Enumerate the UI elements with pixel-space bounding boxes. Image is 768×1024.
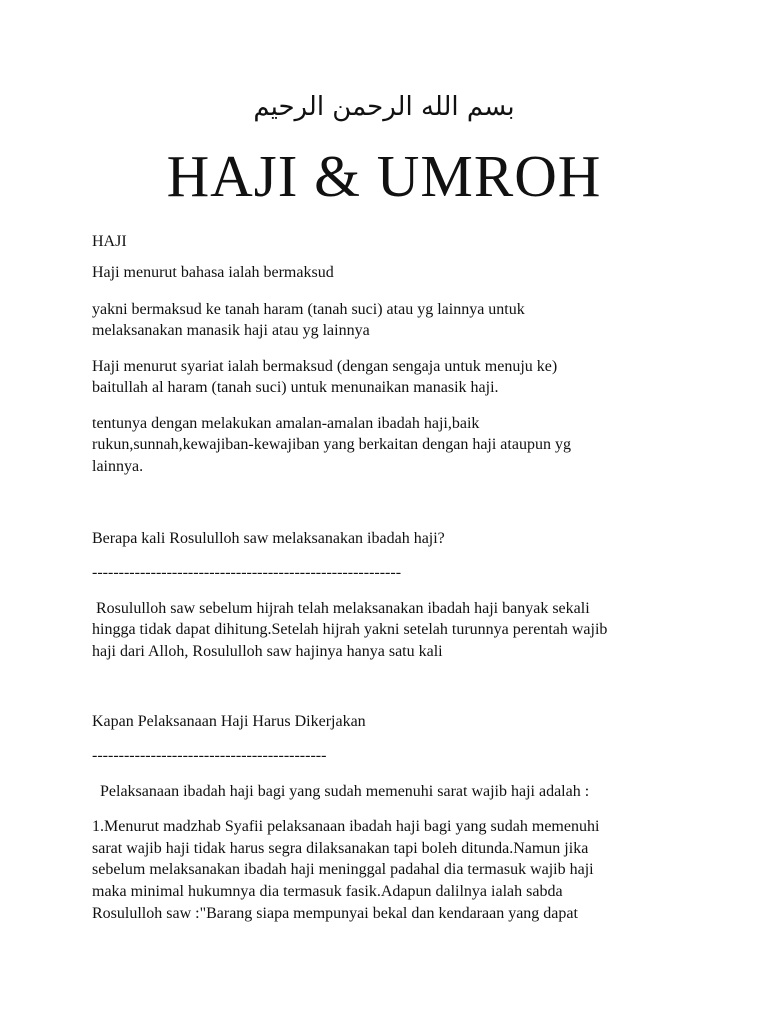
- basmala: بسم الله الرحمن الرحيم: [253, 92, 515, 122]
- dashed-separator: --------------------------------------------: [92, 747, 327, 764]
- question-heading: Berapa kali Rosululloh saw melaksanakan ibadah haji?: [92, 530, 445, 547]
- text-line: 1.Menurut madzhab Syafii pelaksanaan ibadah haji bagi yang sudah memenuhi: [92, 818, 600, 835]
- text-line: rukun,sunnah,kewajiban-kewajiban yang berkaitan dengan haji ataupun yg: [92, 436, 571, 453]
- text-line: hingga tidak dapat dihitung.Setelah hijrah yakni setelah turunnya perentah wajib: [92, 621, 608, 638]
- section-heading-haji: HAJI: [92, 233, 127, 250]
- text-line: sebelum melaksanakan ibadah haji meninggal padahal dia termasuk wajib haji: [92, 861, 594, 878]
- text-line: Haji menurut syariat ialah bermaksud (dengan sengaja untuk menuju ke): [92, 358, 558, 375]
- text-line: lainnya.: [92, 458, 144, 475]
- text-line: baitullah al haram (tanah suci) untuk menunaikan manasik haji.: [92, 379, 499, 396]
- text-line: Haji menurut bahasa ialah bermaksud: [92, 264, 334, 281]
- text-line: yakni bermaksud ke tanah haram (tanah suci) atau yg lainnya untuk: [92, 301, 525, 318]
- text-line: Rosululloh saw :"Barang siapa mempunyai bekal dan kendaraan yang dapat: [92, 905, 578, 922]
- text-line: sarat wajib haji tidak harus segra dilaksanakan tapi boleh ditunda.Namun jika: [92, 840, 589, 857]
- text-line: tentunya dengan melakukan amalan-amalan ibadah haji,baik: [92, 415, 480, 432]
- dashed-separator: ----------------------------------------------------------: [92, 564, 402, 581]
- question-heading: Kapan Pelaksanaan Haji Harus Dikerjakan: [92, 713, 366, 730]
- text-line: Pelaksanaan ibadah haji bagi yang sudah memenuhi sarat wajib haji adalah :: [92, 783, 590, 800]
- text-line: Rosululloh saw sebelum hijrah telah melaksanakan ibadah haji banyak sekali: [92, 600, 590, 617]
- document-title: HAJI & UMROH: [166, 143, 602, 209]
- text-line: maka minimal hukumnya dia termasuk fasik.Adapun dalilnya ialah sabda: [92, 883, 563, 900]
- text-line: haji dari Alloh, Rosululloh saw hajinya hanya satu kali: [92, 643, 443, 660]
- text-line: melaksanakan manasik haji atau yg lainnya: [92, 322, 370, 339]
